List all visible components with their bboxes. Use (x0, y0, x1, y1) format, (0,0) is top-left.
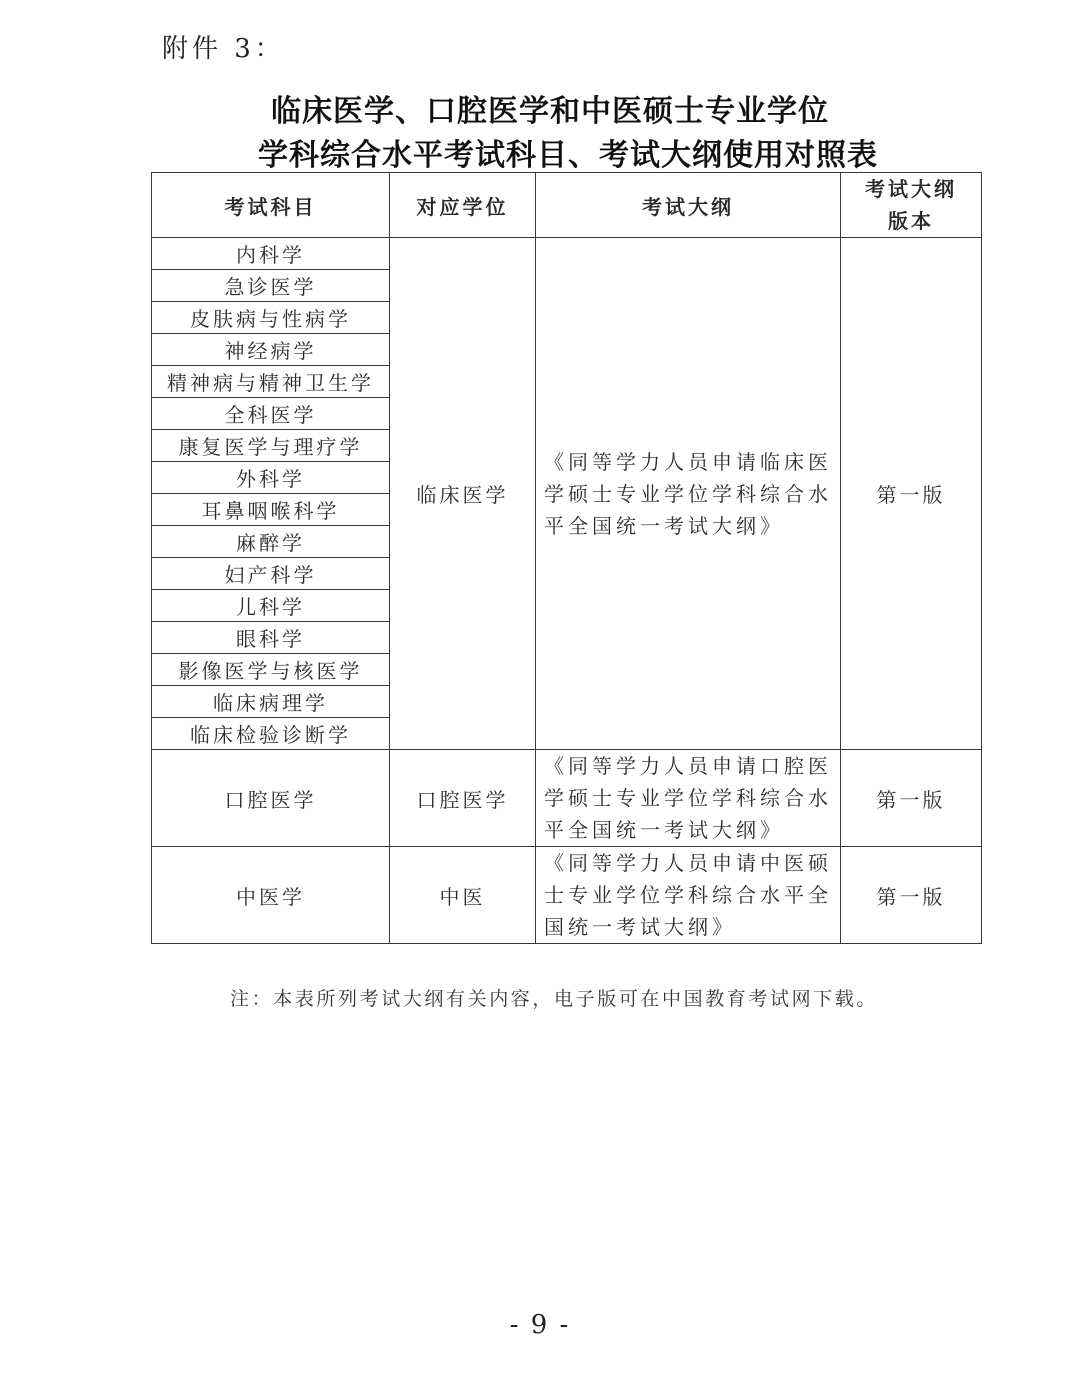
subject-cell: 眼科学 (152, 622, 390, 654)
tcm-subject-cell: 中医学 (152, 847, 390, 944)
exam-outline-table (151, 172, 982, 944)
subject-cell: 临床病理学 (152, 686, 390, 718)
subject-cell: 影像医学与核医学 (152, 654, 390, 686)
subject-cell: 儿科学 (152, 590, 390, 622)
page-number: - 9 - (509, 1310, 571, 1340)
subject-cell: 耳鼻咽喉科学 (152, 494, 390, 526)
table-row (152, 238, 982, 270)
dental-version-cell: 第一版 (841, 750, 982, 847)
tcm-outline-cell: 《同等学力人员申请中医硕士专业学位学科综合水平全国统一考试大纲》 (536, 847, 841, 944)
attachment-label: 附件 3： (162, 34, 285, 64)
table-header-row (152, 173, 982, 238)
subject-cell: 妇产科学 (152, 558, 390, 590)
dental-outline-cell: 《同等学力人员申请口腔医学硕士专业学位学科综合水平全国统一考试大纲》 (536, 750, 841, 847)
tcm-version-cell: 第一版 (841, 847, 982, 944)
header-version: 考试大纲版本 (841, 173, 982, 238)
subject-cell: 皮肤病与性病学 (152, 302, 390, 334)
table-row-dental (152, 750, 982, 847)
header-degree: 对应学位 (390, 173, 536, 238)
subject-cell: 康复医学与理疗学 (152, 430, 390, 462)
subject-cell: 内科学 (152, 238, 390, 270)
clinical-version-cell: 第一版 (841, 238, 982, 750)
table-row-tcm (152, 847, 982, 944)
tcm-degree-cell: 中医 (390, 847, 536, 944)
subject-cell: 神经病学 (152, 334, 390, 366)
clinical-outline-cell: 《同等学力人员申请临床医学硕士专业学位学科综合水平全国统一考试大纲》 (536, 238, 841, 750)
document-title-line1: 临床医学、口腔医学和中医硕士专业学位 (271, 94, 829, 129)
clinical-degree-cell: 临床医学 (390, 238, 536, 750)
subject-cell: 外科学 (152, 462, 390, 494)
subject-cell: 精神病与精神卫生学 (152, 366, 390, 398)
header-subject: 考试科目 (152, 173, 390, 238)
header-outline: 考试大纲 (536, 173, 841, 238)
table-note: 注：本表所列考试大纲有关内容，电子版可在中国教育考试网下载。 (230, 988, 879, 1010)
subject-cell: 全科医学 (152, 398, 390, 430)
subject-cell: 临床检验诊断学 (152, 718, 390, 750)
dental-degree-cell: 口腔医学 (390, 750, 536, 847)
dental-subject-cell: 口腔医学 (152, 750, 390, 847)
subject-cell: 麻醉学 (152, 526, 390, 558)
subject-cell: 急诊医学 (152, 270, 390, 302)
document-title-line2: 学科综合水平考试科目、考试大纲使用对照表 (258, 138, 878, 173)
